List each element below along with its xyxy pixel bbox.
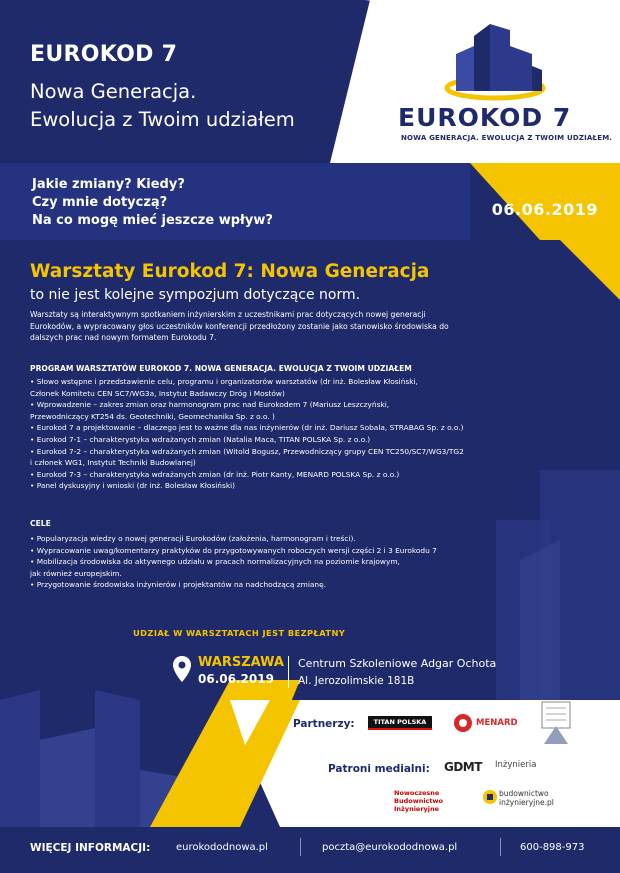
inzynieria-logo[interactable]: Inżynieria [495, 760, 537, 770]
footer-label: WIĘCEJ INFORMACJI: [30, 842, 151, 854]
goal-item: • Popularyzacja wiedzy o nowej generacji Eurokodów (założenia, harmonogram i treści). [30, 534, 356, 543]
location-date: 06.06.2019 [198, 672, 274, 686]
logo-tagline: NOWA GENERACJA. EWOLUCJA Z TWOIM UDZIAŁEM. [401, 134, 613, 142]
program-item: • Eurokod 7-3 – charakterystyka wdrażanych zmian (dr inż. Piotr Kanty, MENARD POLSKA Sp. z o.o.) [30, 469, 400, 479]
program-item: • Wprowadzenie – zakres zmian oraz harmonogram prac nad Eurokodem 7 (Mariusz Leszczyński, [30, 400, 390, 410]
program-item: Przewodniczący KT254 ds. Geotechniki, Geomechanika Sp. z o.o. ) [30, 411, 275, 421]
goal-item: • Wypracowanie uwag/komentarzy praktyków do przygotowywanych roboczych wersji części 2 i 3 Eurokodu 7 [30, 545, 437, 555]
workshop-intro: Warsztaty są interaktywnym spotkaniem inżynierskim z uczestnikami prac dotyczących nowej generacji Eurokodów, a wypracowany głos uczestników konferencji przedłożony zostanie jako stanowisko środowiska do dalszych prac nad nowym formatem Eurokodu 7. [30, 310, 449, 343]
question-1: Jakie zmiany? Kiedy? [32, 177, 185, 192]
program-item: • Eurokod 7-1 – charakterystyka wdrażanych zmian (Natalia Maca, TITAN POLSKA Sp. z o.o.) [30, 434, 371, 444]
goal-item: • Mobilizacja środowiska do aktywnego udziału w pracach normalizacyjnych na poziomie krajowym, [30, 557, 400, 567]
location-address: Al. Jerozolimskie 181B [298, 675, 415, 687]
nowoczesne-budownictwo-logo[interactable]: Nowoczesne Budownictwo Inżynieryjne [394, 789, 443, 813]
program-item: Członek Komitetu CEN SC7/WG3a, Instytut Badawczy Dróg i Mostów) [30, 388, 285, 398]
page-subtitle-line1: Nowa Generacja. [30, 80, 197, 103]
institute-logo-icon [538, 700, 574, 746]
program-item: • Eurokod 7 a projektowanie – dlaczego jest to ważne dla nas inżynierów (dr inż. Dariusz Sobala, STRABAG Sp. z o.o.) [30, 423, 464, 433]
workshop-subheading: to nie jest kolejne sympozjum dotyczące norm. [30, 287, 361, 303]
goals-title: CELE [30, 519, 51, 528]
location-city: WARSZAWA [198, 655, 284, 670]
program-title: PROGRAM WARSZTATÓW EUROKOD 7. NOWA GENERACJA. EWOLUCJA Z TWOIM UDZIAŁEM [30, 364, 412, 373]
logo-wordmark: EUROKOD 7 [398, 103, 572, 132]
footer-email-link[interactable]: poczta@eurokododnowa.pl [322, 842, 458, 853]
workshop-heading: Warsztaty Eurokod 7: Nowa Generacja [30, 261, 430, 282]
event-city: WARSZAWA [494, 177, 598, 195]
page-subtitle-line2: Ewolucja z Twoim udziałem [30, 108, 295, 131]
menard-logo[interactable]: MENARD [476, 718, 518, 728]
footer-separator [300, 838, 301, 856]
location-venue: Centrum Szkoleniowe Adgar Ochota [298, 657, 497, 670]
question-3: Na co mogę mieć jeszcze wpływ? [32, 213, 273, 228]
free-participation-notice: UDZIAŁ W WARSZTATACH JEST BEZPŁATNY [133, 628, 346, 638]
goal-item: • Przygotowanie środowiska inżynierów i projektantów na nadchodzącą zmianę. [30, 580, 326, 590]
budownictwo-inzynieryjne-logo[interactable]: budownictwo inżynieryjne.pl [499, 789, 554, 807]
goals-list [30, 533, 590, 591]
location-divider [288, 656, 289, 688]
footer-phone[interactable]: 600-898-973 [520, 842, 585, 853]
page-title: EUROKOD 7 [30, 42, 178, 67]
partners-label: Partnerzy: [293, 718, 355, 730]
menard-logo-icon [453, 713, 473, 733]
titan-polska-logo[interactable]: TITAN POLSKA [368, 716, 432, 730]
footer-separator [500, 838, 501, 856]
event-date: 06.06.2019 [491, 200, 598, 219]
location-pin-icon [172, 655, 192, 683]
media-patrons-label: Patroni medialni: [328, 763, 430, 775]
goal-item: jak również europejskim. [30, 568, 122, 578]
program-item: • Eurokod 7-2 – charakterystyka wdrażanych zmian (Witold Bogusz, Przewodniczący grupy CEN TC250/SC7/WG3/TG2 [30, 446, 464, 456]
question-2: Czy mnie dotyczą? [32, 195, 168, 210]
gdmt-logo[interactable]: GDMT [444, 760, 482, 774]
budownictwo-logo-icon [482, 789, 498, 805]
program-list [30, 376, 590, 492]
program-item: • Słowo wstępne i przedstawienie celu, programu i organizatorów warsztatów (dr inż. Bolesław Kłosiński, [30, 377, 418, 386]
program-item: i członek WG1, Instytut Techniki Budowlanej) [30, 458, 196, 468]
program-item: • Panel dyskusyjny i wnioski (dr inż. Bolesław Kłosiński) [30, 481, 236, 491]
footer-website-link[interactable]: eurokododnowa.pl [176, 842, 268, 853]
